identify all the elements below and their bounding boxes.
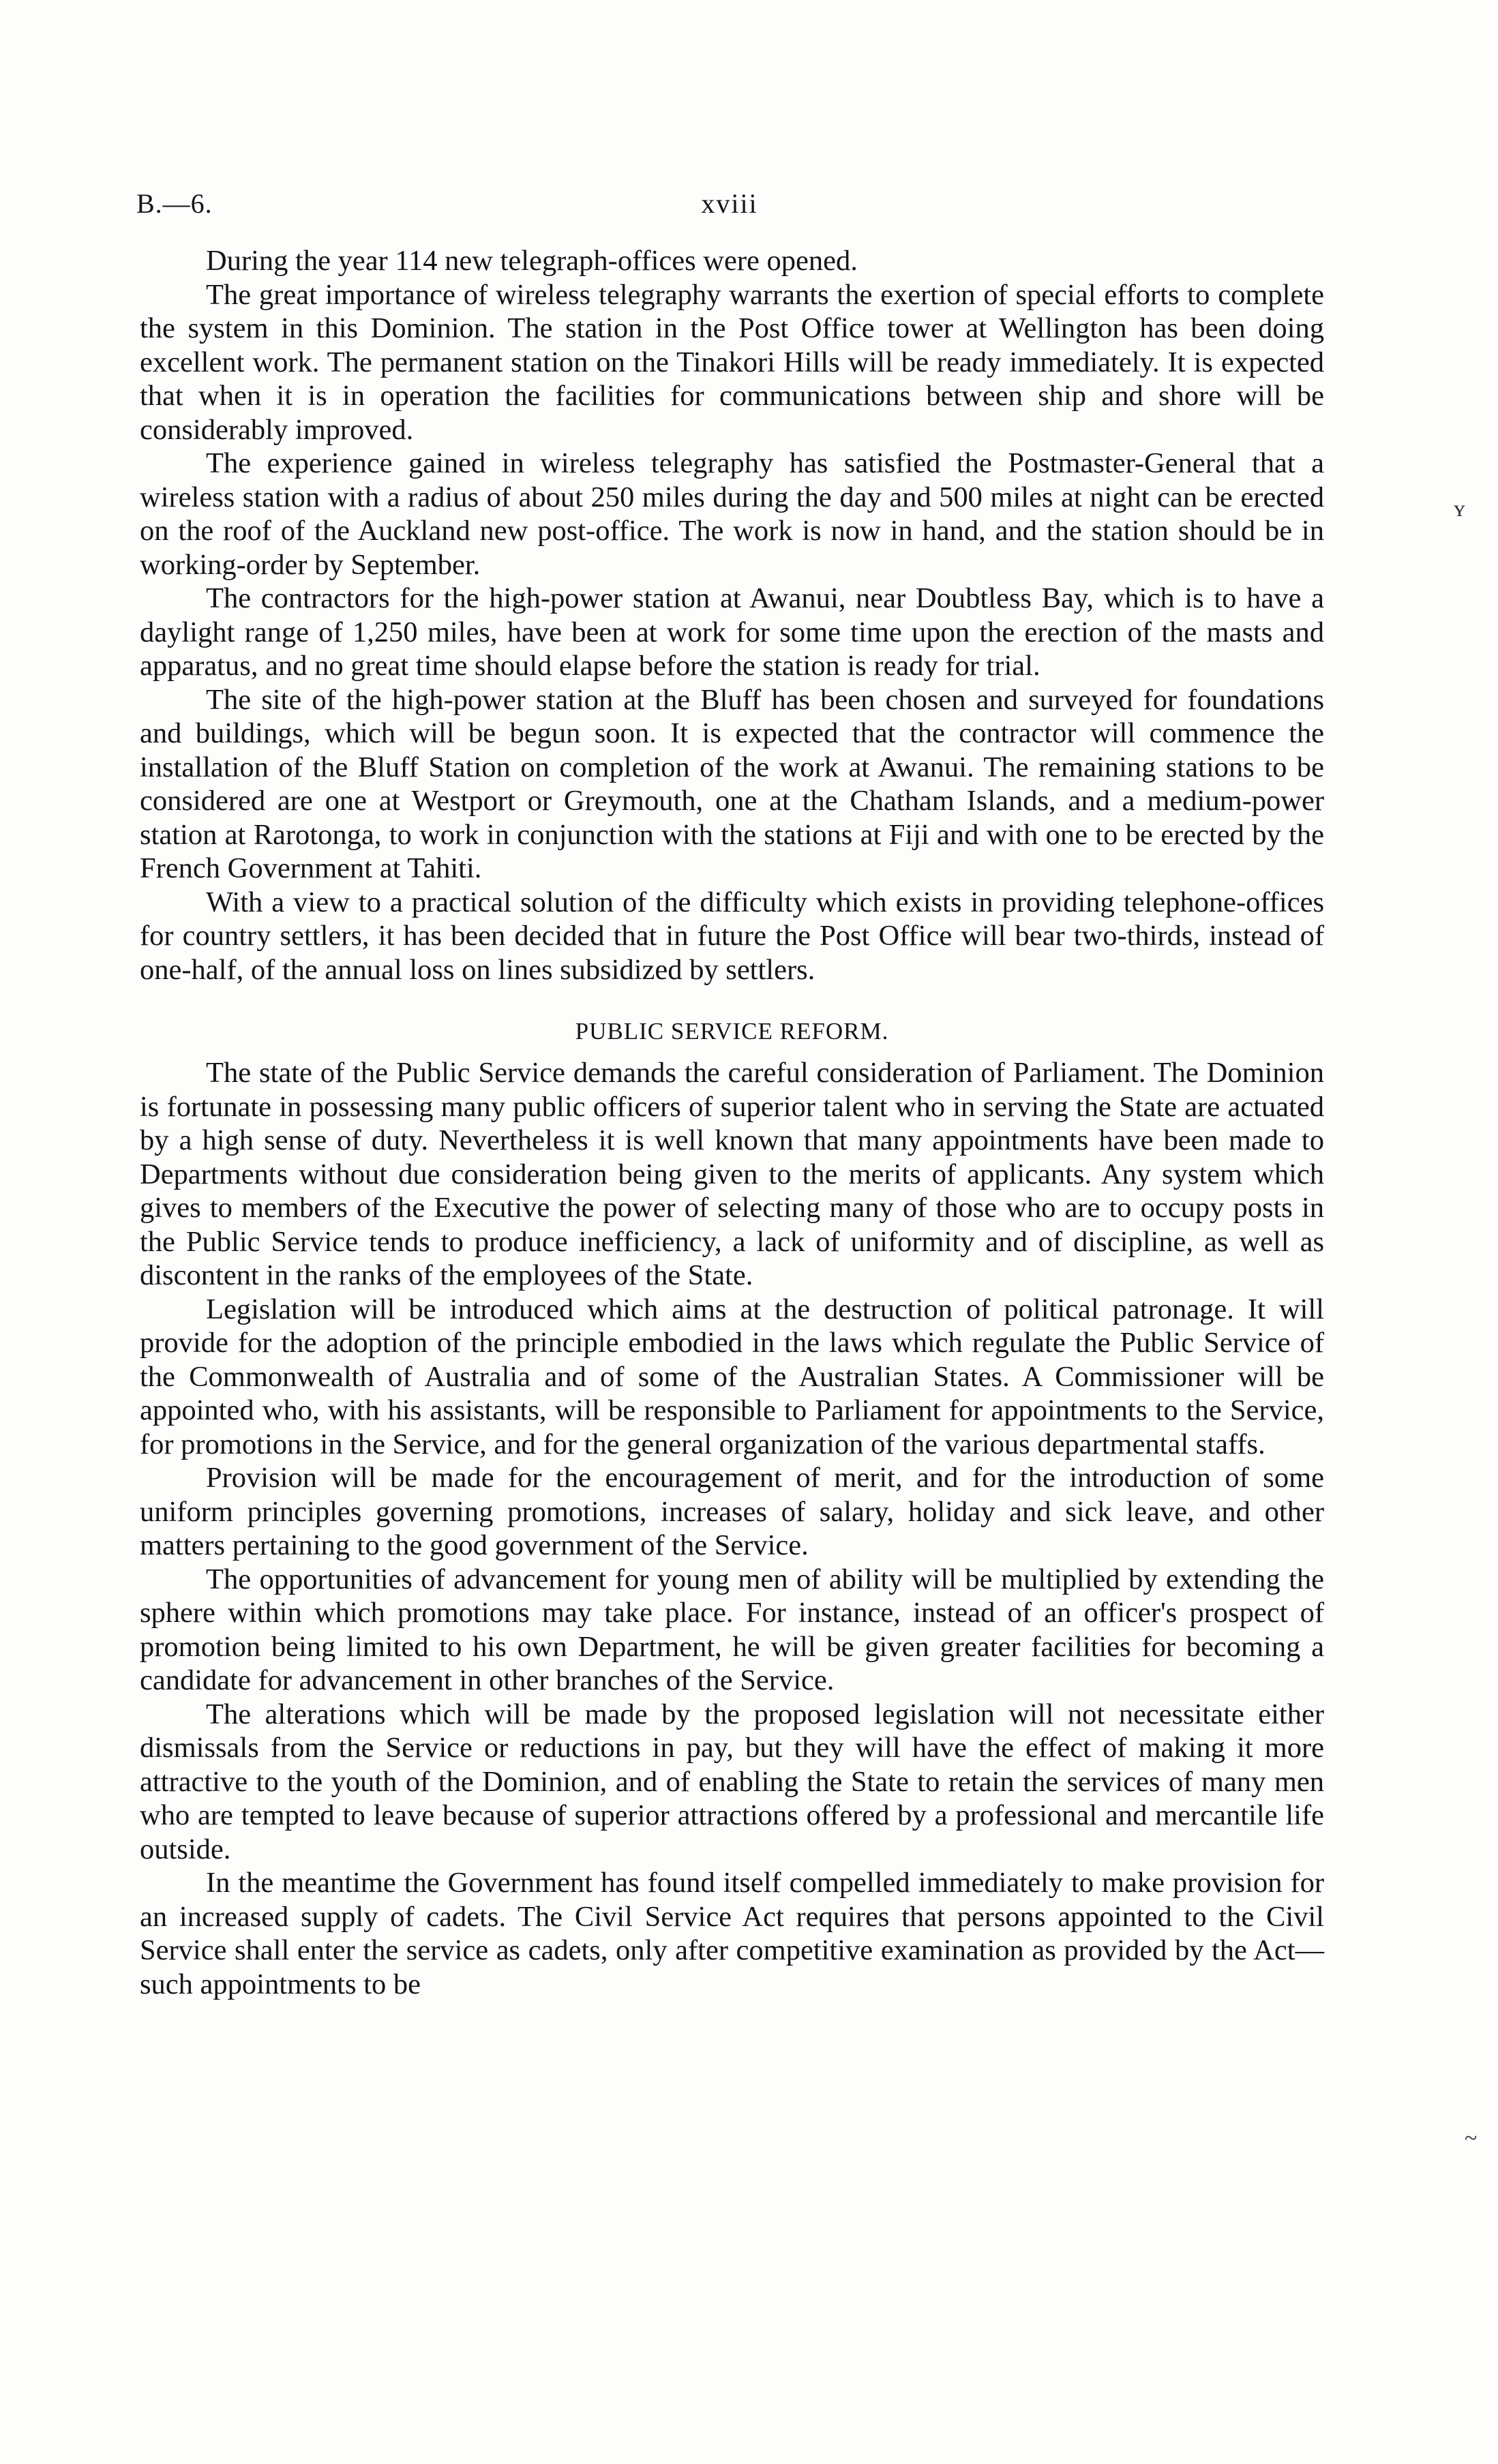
paragraph: The great importance of wireless telegraphy warrants the exertion of special efforts to complete the system in this Dominion. The station in the Post Office tower at Wellington has been doing excellent work. The permanent station on the Tinakori Hills will be ready immediately. It is expected that when it is in operation the facilities for communications between ship and shore will be considerably improved. [140, 278, 1324, 446]
page-header [136, 187, 1323, 228]
paragraph: In the meantime the Government has found itself compelled immediately to make provision for an increased supply of cadets. The Civil Service Act requires that persons appointed to the Civil Service shall enter the service as cadets, only after competitive examination as provided by the Act—such appointments to be [140, 1867, 1324, 2000]
paragraph: The contractors for the high-power station at Awanui, near Doubtless Bay, which is to have a daylight range of 1,250 miles, have been at work for some time upon the erection of the masts and apparatus, and no great time should elapse before the station is ready for trial. [140, 582, 1324, 682]
paragraph: The state of the Public Service demands the careful consideration of Parliament. The Dominion is fortunate in possessing many public officers of superior talent who in serving the State are actuated by a high sense of duty. Nevertheless it is well known that many appointments have been made to Departments without due consideration being given to the merits of applicants. Any system which gives to members of the Executive the power of selecting many of those who are to occupy posts in the Public Service tends to produce inefficiency, a lack of uniformity and of discipline, as well as discontent in the ranks of the employees of the State. [140, 1057, 1324, 1291]
paragraph: During the year 114 new telegraph-offices were opened. [206, 245, 858, 277]
paragraph: With a view to a practical solution of the difficulty which exists in providing telephone-offices for country settlers, it has been decided that in future the Post Office will bear two-thirds, instead of one-half, of the annual loss on lines subsidized by settlers. [140, 886, 1324, 986]
paragraph: Legislation will be introduced which aims at the destruction of political patronage. It will provide for the adoption of the principle embodied in the laws which regulate the Public Service of the Commonwealth of Australia and of some of the Australian States. A Commissioner will be appointed who, with his assistants, will be responsible to Parliament for appointments to the Service, for promotions in the Service, and for the general organization of the various departmental staffs. [140, 1293, 1324, 1460]
paragraph: The experience gained in wireless telegraphy has satisfied the Postmaster-General that a wireless station with a radius of about 250 miles during the day and 500 miles at night can be erected on the roof of the Auckland new post-office. The work is now in hand, and the station should be in working-order by September. [140, 447, 1324, 581]
section-heading: PUBLIC SERVICE REFORM. [575, 1018, 889, 1045]
paragraph: The alterations which will be made by the proposed legislation will not necessitate either dismissals from the Service or reductions in pay, but they will have the effect of making it more attractive to the youth of the Dominion, and of enabling the State to retain the services of many men who are tempted to leave because of superior attractions offered by a professional and mercantile life outside. [140, 1698, 1324, 1865]
paragraph: The site of the high-power station at the Bluff has been chosen and surveyed for foundations and buildings, which will be begun soon. It is expected that the contractor will commence the installation of the Bluff Station on completion of the work at Awanui. The remaining stations to be considered are one at Westport or Greymouth, one at the Chatham Islands, and a medium-power station at Rarotonga, to work in conjunction with the stations at Fiji and with one to be erected by the French Government at Tahiti. [140, 683, 1324, 884]
page-number: xviii [701, 188, 758, 219]
margin-mark: ~ [1465, 2126, 1478, 2151]
paragraph: The opportunities of advancement for young men of ability will be multiplied by extending the sphere within which promotions may take place. For instance, instead of an officer's prospect of promotion being limited to his own Department, he will be given greater facilities for becoming a candidate for advancement in other branches of the Service. [140, 1563, 1324, 1696]
document-reference: B.—6. [136, 188, 213, 219]
paragraph: Provision will be made for the encouragement of merit, and for the introduction of some uniform principles governing promotions, increases of salary, holiday and sick leave, and other matters pertaining to the good government of the Service. [140, 1462, 1324, 1561]
body-text [140, 244, 1324, 2001]
margin-mark: ʏ [1454, 496, 1465, 522]
